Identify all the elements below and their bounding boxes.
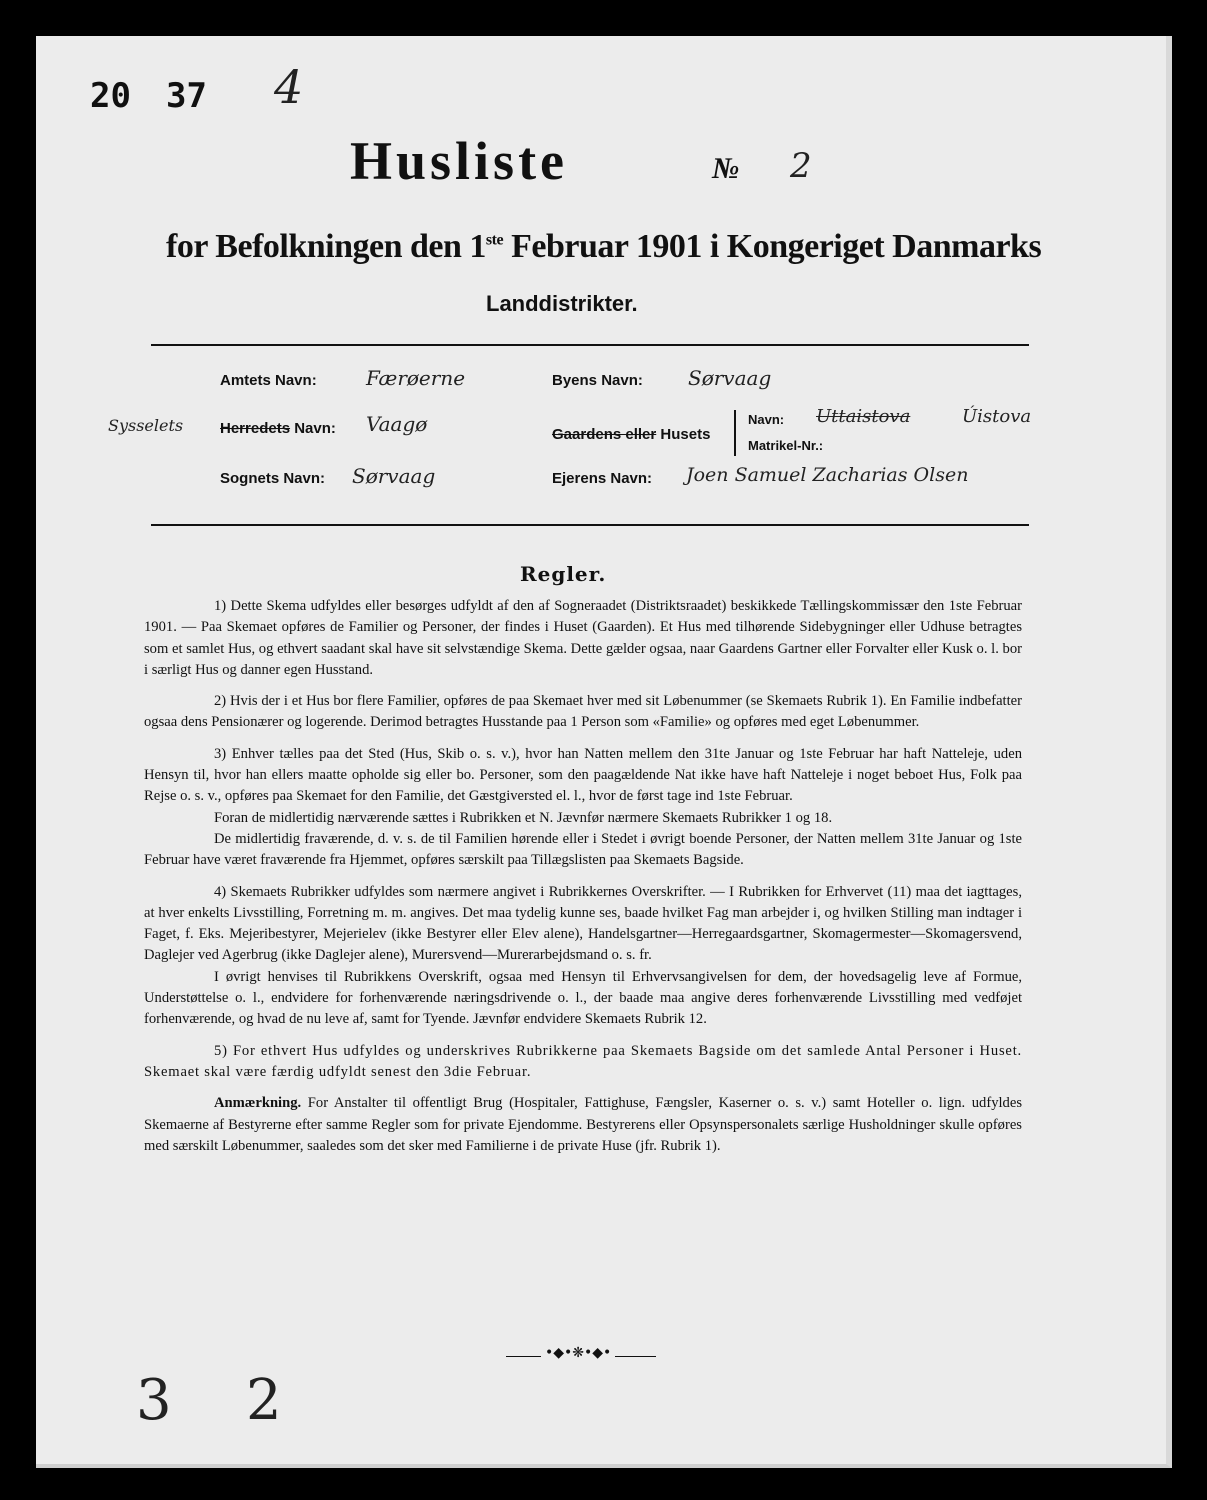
- house-list-number: 2: [790, 146, 812, 186]
- ornament: •◆•❋•◆•: [541, 1345, 615, 1361]
- herred-struck: Herredets: [220, 420, 291, 437]
- navn-value: Úistova: [962, 406, 1032, 427]
- subtitle-part-b: Februar 1901 i Kongeriget Danmarks: [503, 228, 1042, 265]
- herred-value: Vaagø: [366, 412, 428, 436]
- navn-struck-value: Uttaistova: [816, 406, 911, 427]
- gaard-label: [552, 426, 710, 443]
- stamp-number-right: 37: [166, 76, 207, 116]
- rule-3b: Foran de midlertidig nærværende sættes i Rubrikken et N. Jævnfør nærmere Skemaets Rubrikker 1 og 18.: [214, 809, 833, 826]
- herred-prefix-handwritten: Sysselets: [108, 416, 184, 435]
- rule-note: [144, 1093, 1022, 1157]
- gaard-label-rest: Husets: [656, 426, 711, 443]
- rules-body: [144, 596, 1022, 1157]
- ejer-value: Joen Samuel Zacharias Olsen: [686, 464, 969, 486]
- bottom-handwritten-3: 3: [136, 1368, 172, 1433]
- top-rule: [151, 344, 1029, 346]
- rule-5: 5) For ethvert Hus udfyldes og underskrives Rubrikkerne paa Skemaets Bagside om det samlede Antal Personer i Huset. Skemaet skal være færdig udfyldt senest den 3die Februar.: [144, 1042, 1022, 1080]
- ejer-label: Ejerens Navn:: [552, 470, 653, 487]
- by-label: Byens Navn:: [552, 372, 643, 389]
- rule-4a: 4) Skemaets Rubrikker udfyldes som nærmere angivet i Rubrikkernes Overskrifter. — I Rubrikken for Erhvervet (11) maa det iagttages, at hver enkelts Livsstilling, Forretning m. m. angives. Det maa tydelig kunne ses, baade hvilket Fag man arbejder i, og hvilken Stilling man indtager i Faget, f. Eks. Mejeribestyrer, Mejerielev (ikke Bestyrer eller Elev alene), Handelsgartner—Herregaardsgartner, Skomagermester—Skomagersvend, Daglejer ved Agerbrug (ikke Daglejer alene), Murersvend—Murerarbejdsmand o. s. fr.: [144, 883, 1022, 964]
- rule-2: 2) Hvis der i et Hus bor flere Familier, opføres de paa Skemaet hver med sit Løbenummer (se Skemaets Rubrik 1). En Familie indbefatter ogsaa dens Pensionærer og logerende. Derimod betragtes Husstande paa 1 Person som «Familie» og opføres med eget Løbenummer.: [144, 693, 1022, 731]
- note-text: For Anstalter til offentligt Brug (Hospitaler, Fattighuse, Fængsler, Kaserner o. s. v.) samt Hoteller o. lign. udfyldes Skemaerne af Bestyrerne efter samme Regler som for private Ejendomme. Bestyrerens eller Opsynspersonalets særlige Husholdninger skulle opføres med særskilt Løbenummer, saaledes som det sker med Familierne i de private Huse (jfr. Rubrik 1).: [144, 1095, 1022, 1154]
- gaard-struck: Gaardens eller: [552, 426, 657, 443]
- rule-1: 1) Dette Skema udfyldes eller besørges udfyldt af den af Sogneraadet (Distriktsraadet) beskikkede Tællingskommissær den 1ste Februar 1901. — Paa Skemaet opføres de Familier og Personer, der findes i Huset (Gaarden). Et Hus med tilhørende Sidebygninger eller Udhuse betragtes som et samlet Hus, og ethvert saadant skal have sit selvstændige Skema. Dette gælder ogsaa, naar Gaardens Gartner eller Forvalter eller Kusk o. l. bor i særligt Hus og danner egen Husstand.: [144, 598, 1022, 678]
- field-brace: [734, 410, 736, 456]
- handwritten-page-number: 4: [274, 60, 304, 114]
- matrikel-label: Matrikel-Nr.:: [748, 438, 824, 453]
- subtitle-part-a: for Befolkningen den 1: [166, 228, 486, 265]
- bottom-handwritten-2: 2: [246, 1368, 282, 1433]
- amt-value: Færøerne: [366, 366, 466, 390]
- navn-label: Navn:: [748, 412, 785, 427]
- sogn-label: Sognets Navn:: [220, 470, 326, 487]
- rules-heading: Regler.: [520, 562, 607, 586]
- rule-3a: 3) Enhver tælles paa det Sted (Hus, Skib o. s. v.), hvor han Natten mellem den 31te Januar og 1ste Februar har haft Natteleje, uden Hensyn til, hvor han ellers maatte opholde sig eller bo. Personer, som den paagældende Nat ikke have haft Natteleje i noget beboet Hus, Folk paa Rejse o. s. v., opføres paa Skemaet for den Familie, det Gæstgiversted el. l., hvor de først tage ind 1ste Februar.: [144, 745, 1022, 805]
- census-form-page: [36, 36, 1172, 1468]
- rule-3c: De midlertidig fraværende, d. v. s. de til Familien hørende eller i Stedet i øvrigt boende Personer, der Natten mellem 31te Januar og 1ste Februar have været fraværende fra Hjemmet, opføres særskilt paa Tillægslisten paa Skemaets Bagside.: [144, 830, 1022, 869]
- form-subtitle: [166, 228, 1041, 266]
- by-value: Sørvaag: [688, 366, 772, 390]
- subtitle-superscript: ste: [485, 231, 504, 249]
- district-type: Landdistrikter.: [486, 291, 638, 316]
- sogn-value: Sørvaag: [352, 464, 436, 488]
- stamp-number-left: 20: [90, 76, 131, 116]
- rule-4b: I øvrigt henvises til Rubrikkens Overskrift, ogsaa med Hensyn til Erhvervsangivelsen for dem, der hovedsagelig leve af Formue, Understøttelse o. l., endvidere for forhenværende næringsdrivende o. l., der baade maa angive deres forhenværende Livsstilling med vedføjet forhenværende, og hvad de nu leve af, samt for Tyende. Jævnfør endvidere Skemaets Rubrik 12.: [144, 968, 1022, 1028]
- number-sign: №: [712, 152, 740, 185]
- note-label: Anmærkning.: [214, 1095, 302, 1112]
- form-title: Husliste: [350, 131, 569, 191]
- herred-label: [220, 420, 336, 437]
- middle-rule: [151, 524, 1029, 526]
- amt-label: Amtets Navn:: [220, 372, 317, 389]
- herred-label-rest: Navn:: [290, 420, 336, 437]
